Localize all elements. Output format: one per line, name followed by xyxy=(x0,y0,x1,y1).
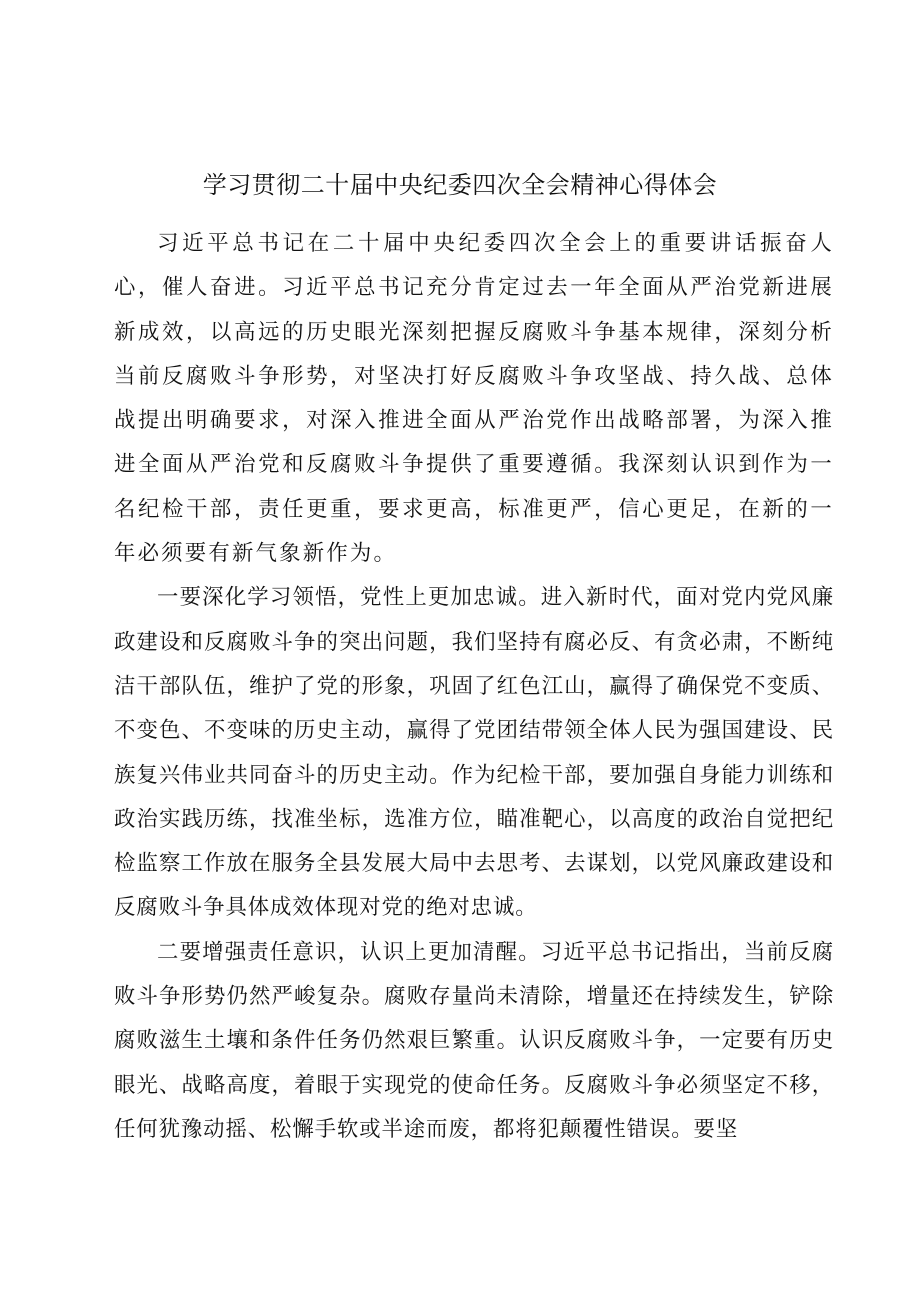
paragraph-intro: 习近平总书记在二十届中央纪委四次全会上的重要讲话振奋人心，催人奋进。习近平总书记充分肯定过去一年全面从严治党新进展新成效，以高远的历史眼光深刻把握反腐败斗争基本规律，深刻分析当前反腐败斗争形势，对坚决打好反腐败斗争攻坚战、持久战、总体战提出明确要求，对深入推进全面从严治党作出战略部署，为深入推进全面从严治党和反腐败斗争提供了重要遵循。我深刻认识到作为一名纪检干部，责任更重，要求更高，标准更严，信心更足，在新的一年必须要有新气象新作为。 xyxy=(114,231,834,567)
paragraph-loyalty: 一要深化学习领悟，党性上更加忠诚。进入新时代，面对党内党风廉政建设和反腐败斗争的突出问题，我们坚持有腐必反、有贪必肃，不断纯洁干部队伍，维护了党的形象，巩固了红色江山，赢得了确保党不变质、不变色、不变味的历史主动，赢得了党团结带领全体人民为强国建设、民族复兴伟业共同奋斗的历史主动。作为纪检干部，要加强自身能力训练和政治实践历练，找准坐标，选准方位，瞄准靶心，以高度的政治自觉把纪检监察工作放在服务全县发展大局中去思考、去谋划，以党风廉政建设和反腐败斗争具体成效体现对党的绝对忠诚。 xyxy=(114,585,834,921)
document-body xyxy=(114,222,834,1152)
paragraph-responsibility: 二要增强责任意识，认识上更加清醒。习近平总书记指出，当前反腐败斗争形势仍然严峻复杂。腐败存量尚未清除，增量还在持续发生，铲除腐败滋生土壤和条件任务仍然艰巨繁重。认识反腐败斗争，一定要有历史眼光、战略高度，着眼于实现党的使命任务。反腐败斗争必须坚定不移，任何犹豫动摇、松懈手软或半途而废，都将犯颠覆性错误。要坚 xyxy=(114,939,834,1142)
document-title: 学习贯彻二十届中央纪委四次全会精神心得体会 xyxy=(202,171,718,199)
